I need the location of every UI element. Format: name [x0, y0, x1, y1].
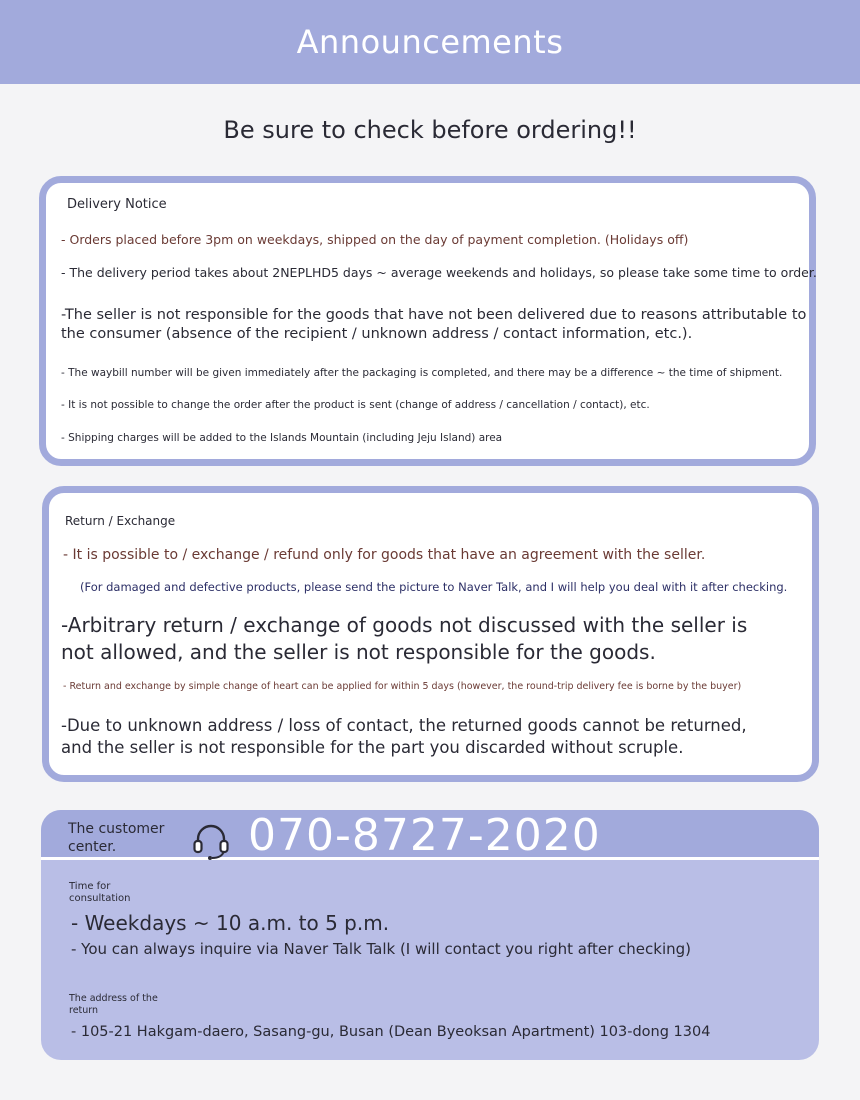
return-exchange-card [42, 486, 819, 782]
return-line-7: and the seller is not responsible for the part you discarded without scruple. [61, 738, 684, 757]
headset-icon [191, 820, 231, 860]
delivery-line-7: - Shipping charges will be added to the Islands Mountain (including Jeju Island) area [61, 432, 503, 444]
page-title: Announcements [296, 23, 564, 61]
return-line-2: (For damaged and defective products, please send the picture to Naver Talk, and I will help you deal with it after checking. [80, 580, 788, 594]
delivery-notice-title: Delivery Notice [67, 197, 167, 212]
delivery-line-1: - Orders placed before 3pm on weekdays, shipped on the day of payment completion. (Holidays off) [61, 232, 689, 247]
delivery-line-3: -The seller is not responsible for the goods that have not been delivered due to reasons attributable to [61, 307, 807, 323]
return-line-5: - Return and exchange by simple change of heart can be applied for within 5 days (however, the round-trip delivery fee is borne by the buyer) [63, 681, 742, 692]
page-header [0, 0, 860, 84]
customer-center-label: The customer center. [68, 821, 165, 855]
page-subtitle: Be sure to check before ordering!! [223, 116, 637, 144]
delivery-line-4: the consumer (absence of the recipient / unknown address / contact information, etc.). [61, 326, 693, 342]
return-line-6: -Due to unknown address / loss of contact, the returned goods cannot be returned, [61, 716, 747, 735]
customer-center-panel [41, 810, 819, 1060]
return-address-label: The address of the return [69, 993, 158, 1016]
phone-number[interactable]: 070-8727-2020 [248, 810, 601, 861]
return-line-1: - It is possible to / exchange / refund only for goods that have an agreement with the seller. [63, 547, 706, 563]
return-line-4: not allowed, and the seller is not responsible for the goods. [61, 640, 656, 664]
consultation-time-label: Time for consultation [69, 881, 131, 904]
delivery-line-5: - The waybill number will be given immediately after the packaging is completed, and there may be a difference ~ the time of shipment. [61, 367, 783, 379]
return-line-3: -Arbitrary return / exchange of goods not discussed with the seller is [61, 613, 748, 637]
customer-center-header [41, 810, 819, 860]
delivery-line-2: - The delivery period takes about 2NEPLHD5 days ~ average weekends and holidays, so please take some time to order. [61, 265, 817, 280]
naver-talk-inquiry: - You can always inquire via Naver Talk Talk (I will contact you right after checking) [71, 940, 691, 958]
delivery-notice-card [39, 176, 816, 466]
consultation-hours: - Weekdays ~ 10 a.m. to 5 p.m. [71, 911, 390, 935]
return-address: - 105-21 Hakgam-daero, Sasang-gu, Busan (Dean Byeoksan Apartment) 103-dong 1304 [71, 1024, 711, 1040]
return-exchange-title: Return / Exchange [65, 514, 176, 528]
delivery-line-6: - It is not possible to change the order after the product is sent (change of address / cancellation / contact), etc. [61, 399, 650, 411]
